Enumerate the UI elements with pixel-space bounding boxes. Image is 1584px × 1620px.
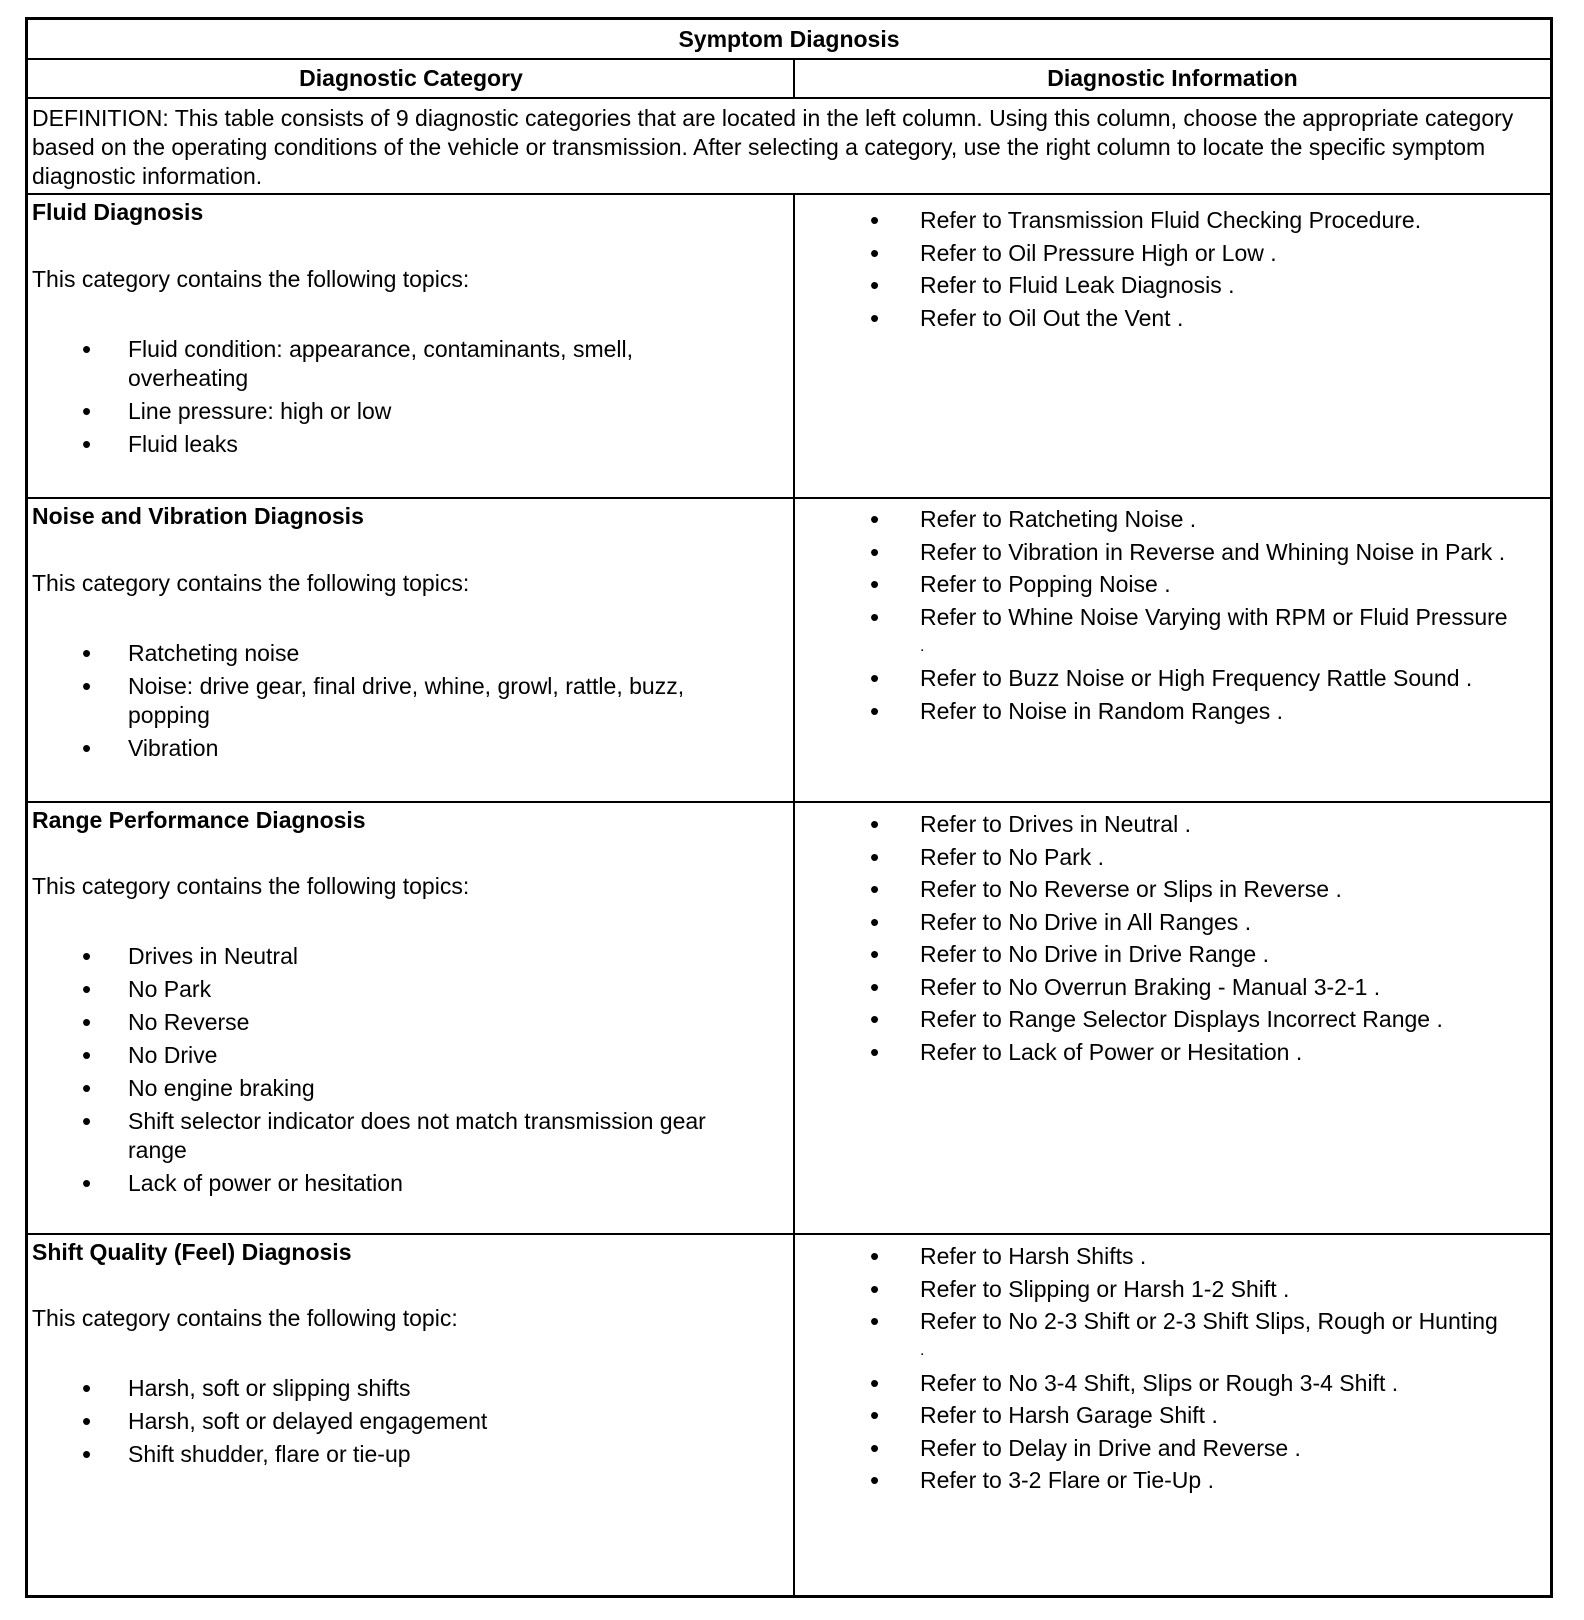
- list-item: • Refer to Slipping or Harsh 1-2 Shift .: [815, 1275, 1550, 1304]
- topic-list-fluid: [28, 335, 718, 463]
- list-item: • No engine braking: [28, 1074, 718, 1103]
- list-item: • Refer to Delay in Drive and Reverse .: [815, 1434, 1550, 1463]
- info-text: Refer to No 2-3 Shift or 2-3 Shift Slips, Rough or Hunting: [920, 1308, 1498, 1334]
- list-item: • Refer to Popping Noise .: [815, 570, 1550, 599]
- list-item: • Refer to Noise in Random Ranges .: [815, 697, 1550, 726]
- table-title: Symptom Diagnosis: [678, 26, 900, 52]
- rule-section-1: [28, 497, 1550, 499]
- topic-list-shift-quality: [28, 1374, 718, 1473]
- list-item: • Shift selector indicator does not match transmission gear range: [28, 1107, 718, 1165]
- section-title-fluid: Fluid Diagnosis: [32, 199, 204, 225]
- list-item: • Lack of power or hesitation: [28, 1169, 718, 1198]
- list-item: • Noise: drive gear, final drive, whine, growl, rattle, buzz, popping: [28, 672, 718, 730]
- section-intro-range: This category contains the following topics:: [32, 873, 470, 899]
- list-item: • Line pressure: high or low: [28, 397, 718, 426]
- list-item: • Refer to No Drive in Drive Range .: [815, 940, 1550, 969]
- list-item: [815, 1307, 1550, 1365]
- list-item: • No Reverse: [28, 1008, 718, 1037]
- list-item: • Refer to 3-2 Flare or Tie-Up .: [815, 1466, 1550, 1495]
- list-item: • Shift shudder, flare or tie-up: [28, 1440, 718, 1469]
- trailing-period: .: [920, 1342, 925, 1359]
- trailing-period: .: [920, 637, 925, 655]
- topic-list-noise: [28, 639, 718, 767]
- list-item: • Drives in Neutral: [28, 942, 718, 971]
- list-item: • Refer to Fluid Leak Diagnosis .: [815, 271, 1550, 300]
- list-item: • Refer to No Overrun Braking - Manual 3-2-1 .: [815, 973, 1550, 1002]
- list-item: • Refer to No 3-4 Shift, Slips or Rough 3-4 Shift .: [815, 1369, 1550, 1398]
- section-title-noise: Noise and Vibration Diagnosis: [32, 503, 364, 529]
- list-item: • Fluid condition: appearance, contaminants, smell, overheating: [28, 335, 718, 393]
- rule-section-3: [28, 1233, 1550, 1235]
- list-item: • Refer to Oil Out the Vent .: [815, 304, 1550, 333]
- list-item: • No Park: [28, 975, 718, 1004]
- list-item: • Refer to No Drive in All Ranges .: [815, 908, 1550, 937]
- list-item: • Ratcheting noise: [28, 639, 718, 668]
- section-intro-shift-quality: This category contains the following topic:: [32, 1305, 458, 1331]
- info-list-shift-quality: [815, 1242, 1550, 1499]
- list-item: • Refer to Ratcheting Noise .: [815, 505, 1550, 534]
- symptom-diagnosis-table: [25, 17, 1553, 1598]
- list-item: [815, 603, 1550, 661]
- list-item: • Refer to Harsh Garage Shift .: [815, 1401, 1550, 1430]
- section-title-range: Range Performance Diagnosis: [32, 807, 366, 833]
- list-item: • Vibration: [28, 734, 718, 763]
- list-item: • Refer to Drives in Neutral .: [815, 810, 1550, 839]
- section-title-shift-quality: Shift Quality (Feel) Diagnosis: [32, 1239, 352, 1265]
- info-list-noise: [815, 505, 1550, 729]
- list-item: • Refer to No Reverse or Slips in Reverse .: [815, 875, 1550, 904]
- topic-list-range: [28, 942, 718, 1202]
- list-item: • No Drive: [28, 1041, 718, 1070]
- column-header-information: Diagnostic Information: [1047, 65, 1298, 91]
- definition-text: DEFINITION: This table consists of 9 diagnostic categories that are located in the left column. Using this column, choose the appropriate category based on the operating conditions of the vehicle or transmission. After selecting a category, use the right column to locate the specific symptom diagnostic information.: [32, 105, 1514, 189]
- column-header-category: Diagnostic Category: [299, 65, 523, 91]
- list-item: • Refer to Buzz Noise or High Frequency Rattle Sound .: [815, 664, 1550, 693]
- info-list-fluid: [815, 206, 1550, 336]
- list-item: • Refer to Vibration in Reverse and Whining Noise in Park .: [815, 538, 1550, 567]
- rule-section-2: [28, 801, 1550, 803]
- rule-under-definition: [28, 193, 1550, 195]
- info-text: Refer to Whine Noise Varying with RPM or Fluid Pressure: [920, 603, 1508, 630]
- list-item: • Harsh, soft or slipping shifts: [28, 1374, 718, 1403]
- list-item: • Refer to Transmission Fluid Checking Procedure.: [815, 206, 1550, 235]
- list-item: • Refer to Range Selector Displays Incorrect Range .: [815, 1005, 1550, 1034]
- list-item: • Refer to No Park .: [815, 843, 1550, 872]
- list-item: • Refer to Oil Pressure High or Low .: [815, 239, 1550, 268]
- info-list-range: [815, 810, 1550, 1070]
- section-intro-noise: This category contains the following topics:: [32, 570, 470, 596]
- list-item: • Harsh, soft or delayed engagement: [28, 1407, 718, 1436]
- list-item: • Refer to Harsh Shifts .: [815, 1242, 1550, 1271]
- body-column-divider: [793, 193, 795, 1598]
- section-intro-fluid: This category contains the following topics:: [32, 266, 470, 292]
- list-item: • Fluid leaks: [28, 430, 718, 459]
- list-item: • Refer to Lack of Power or Hesitation .: [815, 1038, 1550, 1067]
